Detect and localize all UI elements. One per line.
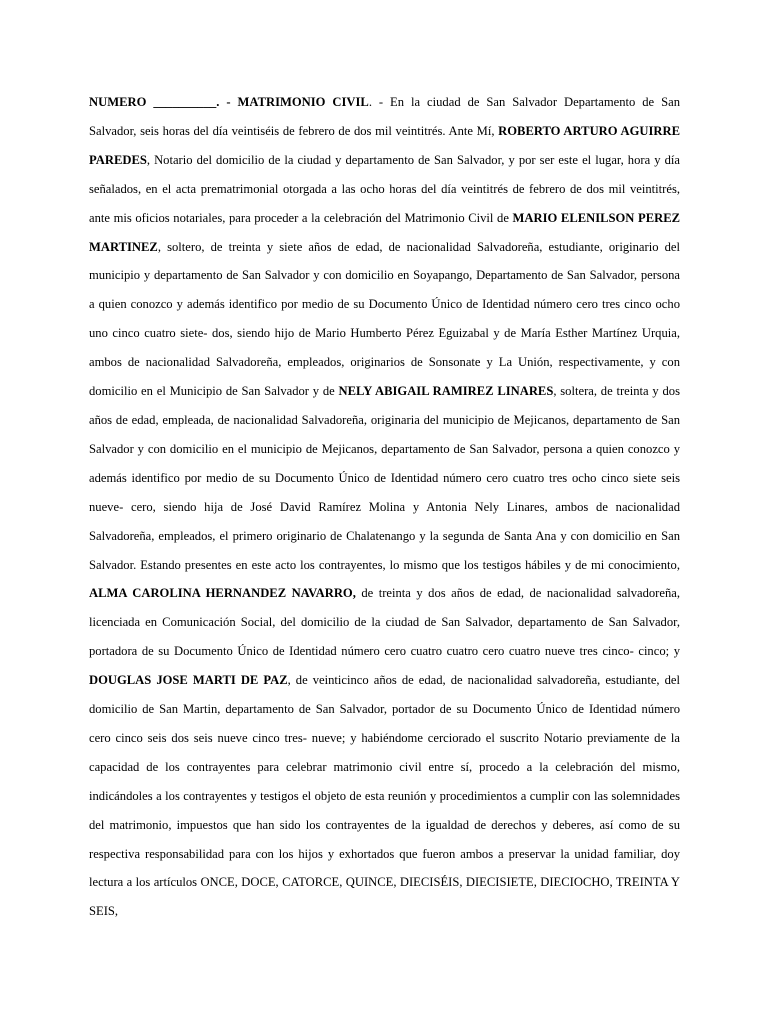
body-text: , Notario del domicilio de la ciudad y departamento de San Salvador, y por ser este el lugar, hora y día señalados, en el acta prematrimonial otorgada a las ocho horas del día veintitrés de febrero de dos mil veintitrés, ante mis oficios notariales, para proceder a la celebración del Matrimonio Civil de bbox=[89, 152, 680, 225]
body-text: , soltero, de treinta y siete años de edad, de nacionalidad Salvadoreña, estudiante, originario del municipio y departamento de San Salvador y con domicilio en Soyapango, Departamento de San Salvador, persona a quien conozco y además identifico por medio de su Documento Único de Identidad número cero tres cinco ocho uno cinco cuatro siete- dos, siendo hijo de Mario Humberto Pérez Eguizabal y de María Esther Martínez Urquia, ambos de nacionalidad Salvadoreña, empleados, originarios de Sonsonate y La Unión, respectivamente, y con domicilio en el Municipio de San Salvador y de bbox=[89, 239, 680, 399]
witness-1-name: ALMA CAROLINA HERNANDEZ NAVARRO, bbox=[89, 586, 356, 601]
marriage-act-paragraph bbox=[89, 88, 680, 926]
groom-name: MARIO ELENILSON PEREZ MARTINEZ bbox=[89, 210, 680, 254]
body-text: de treinta y dos años de edad, de nacionalidad salvadoreña, licenciada en Comunicación Social, del domicilio de la ciudad de San Salvador, departamento de San Salvador, portadora de su Documento Único de Identidad número cero cuatro cuatro cero cuatro nueve tres cinco- cinco; y bbox=[89, 586, 680, 659]
bride-name: NELY ABIGAIL RAMIREZ LINARES bbox=[338, 384, 554, 399]
act-heading: NUMERO __________. - MATRIMONIO CIVIL bbox=[89, 95, 369, 109]
body-text: , soltera, de treinta y dos años de edad, empleada, de nacionalidad Salvadoreña, originaria del municipio de Mejicanos, departamento de San Salvador y con domicilio en el municipio de Mejicanos, departamento de San Salvador, persona a quien conozco y además identifico por medio de su Documento Único de Identidad número cero cuatro tres ocho cinco siete seis nueve- cero, siendo hija de José David Ramírez Molina y Antonia Nely Linares, ambos de nacionalidad Salvadoreña, empleados, el primero originario de Chalatenango y la segunda de Santa Ana y con domicilio en San Salvador. Estando presentes en este acto los contrayentes, lo mismo que los testigos hábiles y de mi conocimiento, bbox=[89, 384, 680, 572]
witness-2-name: DOUGLAS JOSE MARTI DE PAZ bbox=[89, 673, 288, 688]
notary-name: ROBERTO ARTURO AGUIRRE PAREDES bbox=[89, 123, 680, 167]
body-text: . - En la ciudad de San Salvador Departamento de San Salvador, seis horas del día veintiséis de febrero de dos mil veintitrés. Ante Mí, bbox=[89, 95, 680, 138]
body-text: , de veinticinco años de edad, de nacionalidad salvadoreña, estudiante, del domicilio de San Martin, departamento de San Salvador, portador de su Documento Único de Identidad número cero cinco seis dos seis nueve cinco tres- nueve; y habiéndome cerciorado el suscrito Notario previamente de la capacidad de los contrayentes para celebrar matrimonio civil entre sí, procedo a la celebración del mismo, indicándoles a los contrayentes y testigos el objeto de esta reunión y procedimientos a cumplir con las solemnidades del matrimonio, impuestos que han sido los contrayentes de la igualdad de derechos y deberes, así como de su respectiva responsabilidad para con los hijos y exhortados que fueron ambos a preservar la unidad familiar, doy lectura a los artículos ONCE, DOCE, CATORCE, QUINCE, DIECISÉIS, DIECISIETE, DIECIOCHO, TREINTA Y SEIS, bbox=[89, 673, 680, 919]
